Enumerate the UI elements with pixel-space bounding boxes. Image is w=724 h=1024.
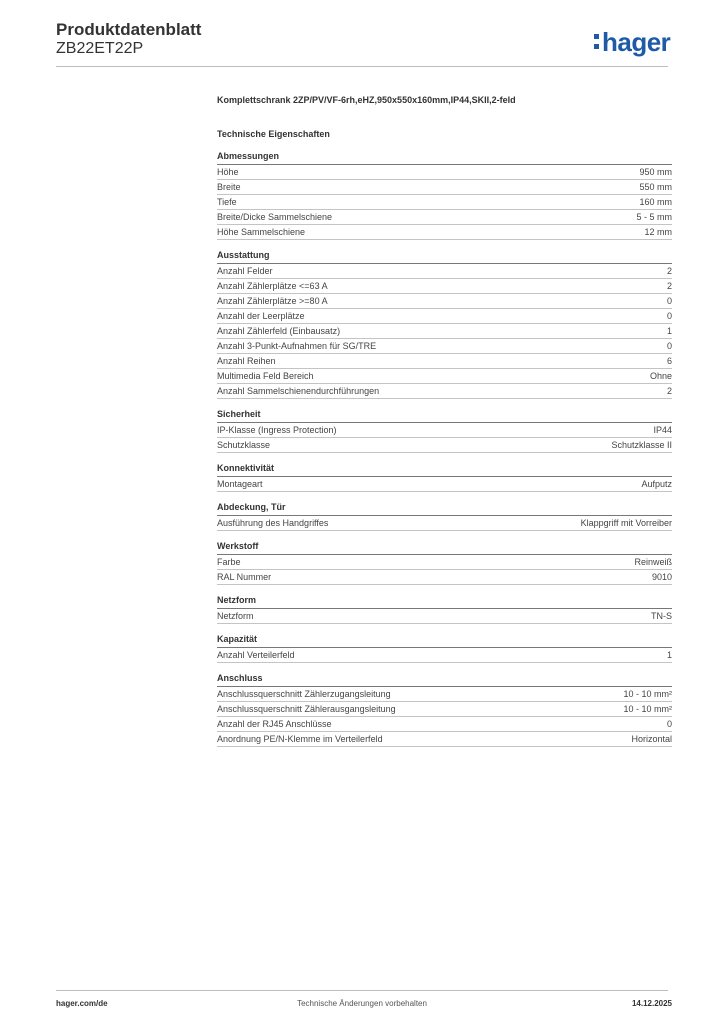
property-label: Anzahl Sammelschienendurchführungen xyxy=(217,386,380,396)
property-row xyxy=(217,180,672,195)
property-value: TN-S xyxy=(651,611,672,621)
property-label: Anzahl Felder xyxy=(217,266,273,276)
property-row xyxy=(217,324,672,339)
property-value: 0 xyxy=(666,296,672,306)
product-code: ZB22ET22P xyxy=(56,40,144,57)
product-description: Komplettschrank 2ZP/PV/VF-6rh,eHZ,950x550x160mm,IP44,SKII,2-feld xyxy=(217,95,516,105)
property-row xyxy=(217,165,672,180)
property-value: 160 mm xyxy=(639,197,672,207)
property-value: 9010 xyxy=(651,572,672,582)
footer-website: hager.com/de xyxy=(56,999,108,1008)
section xyxy=(217,673,672,747)
property-value: 1 xyxy=(666,326,672,336)
property-label: Anschlussquerschnitt Zählerausgangsleitung xyxy=(217,704,396,714)
property-value: 5 - 5 mm xyxy=(636,212,672,222)
property-label: Anzahl Reihen xyxy=(217,356,276,366)
property-label: Multimedia Feld Bereich xyxy=(217,371,314,381)
section-title: Sicherheit xyxy=(217,409,672,423)
property-row xyxy=(217,354,672,369)
property-row xyxy=(217,369,672,384)
property-label: RAL Nummer xyxy=(217,572,272,582)
property-value: 0 xyxy=(666,719,672,729)
property-row xyxy=(217,384,672,399)
property-label: Breite xyxy=(217,182,241,192)
section xyxy=(217,151,672,240)
hager-logo xyxy=(594,27,670,58)
property-value: Aufputz xyxy=(641,479,672,489)
property-label: Ausführung des Handgriffes xyxy=(217,518,329,528)
property-row xyxy=(217,225,672,240)
property-value: 2 xyxy=(666,386,672,396)
property-label: Anordnung PE/N-Klemme im Verteilerfeld xyxy=(217,734,383,744)
section-title: Werkstoff xyxy=(217,541,672,555)
logo-text: hager xyxy=(602,27,671,57)
property-label: Schutzklasse xyxy=(217,440,271,450)
property-value: Schutzklasse II xyxy=(611,440,672,450)
property-value: 10 - 10 mm² xyxy=(623,689,672,699)
property-value: 10 - 10 mm² xyxy=(623,704,672,714)
datasheet-content xyxy=(217,95,672,757)
property-label: Netzform xyxy=(217,611,254,621)
property-label: Anzahl 3-Punkt-Aufnahmen für SG/TRE xyxy=(217,341,377,351)
property-row xyxy=(217,609,672,624)
property-value: 12 mm xyxy=(644,227,672,237)
property-value: 0 xyxy=(666,341,672,351)
property-label: Höhe xyxy=(217,167,239,177)
property-row xyxy=(217,195,672,210)
property-row xyxy=(217,555,672,570)
property-label: IP-Klasse (Ingress Protection) xyxy=(217,425,337,435)
property-value: 1 xyxy=(666,650,672,660)
section xyxy=(217,250,672,399)
section xyxy=(217,463,672,492)
section xyxy=(217,634,672,663)
property-row xyxy=(217,294,672,309)
footer-date: 14.12.2025 xyxy=(631,999,672,1008)
section-title: Netzform xyxy=(217,595,672,609)
property-row xyxy=(217,648,672,663)
property-value: Klappgriff mit Vorreiber xyxy=(580,518,672,528)
property-value: 6 xyxy=(666,356,672,366)
property-label: Anzahl der Leerplätze xyxy=(217,311,305,321)
property-row xyxy=(217,279,672,294)
property-row xyxy=(217,309,672,324)
property-row xyxy=(217,423,672,438)
property-row xyxy=(217,264,672,279)
section xyxy=(217,595,672,624)
property-label: Anzahl Zählerfeld (Einbausatz) xyxy=(217,326,341,336)
property-row xyxy=(217,732,672,747)
property-label: Anzahl Zählerplätze >=80 A xyxy=(217,296,328,306)
property-value: 2 xyxy=(666,266,672,276)
property-sections xyxy=(217,151,672,747)
property-row xyxy=(217,516,672,531)
property-label: Höhe Sammelschiene xyxy=(217,227,306,237)
property-value: 2 xyxy=(666,281,672,291)
property-row xyxy=(217,339,672,354)
property-value: 0 xyxy=(666,311,672,321)
section-title: Ausstattung xyxy=(217,250,672,264)
section xyxy=(217,541,672,585)
property-row xyxy=(217,717,672,732)
property-label: Anschlussquerschnitt Zählerzugangsleitung xyxy=(217,689,391,699)
property-row xyxy=(217,438,672,453)
property-row xyxy=(217,687,672,702)
footer-notice: Technische Änderungen vorbehalten xyxy=(297,999,427,1008)
property-label: Breite/Dicke Sammelschiene xyxy=(217,212,333,222)
section xyxy=(217,409,672,453)
property-row xyxy=(217,477,672,492)
property-label: Anzahl der RJ45 Anschlüsse xyxy=(217,719,332,729)
section-title: Anschluss xyxy=(217,673,672,687)
property-row xyxy=(217,210,672,225)
property-row xyxy=(217,570,672,585)
property-value: 950 mm xyxy=(639,167,672,177)
section xyxy=(217,502,672,531)
property-value: IP44 xyxy=(653,425,672,435)
property-label: Anzahl Verteilerfeld xyxy=(217,650,295,660)
property-value: Horizontal xyxy=(631,734,672,744)
property-label: Tiefe xyxy=(217,197,237,207)
property-label: Anzahl Zählerplätze <=63 A xyxy=(217,281,328,291)
property-label: Montageart xyxy=(217,479,263,489)
footer-divider xyxy=(56,990,668,991)
property-value: Ohne xyxy=(649,371,672,381)
header-divider xyxy=(56,66,668,67)
tech-properties-title: Technische Eigenschaften xyxy=(217,129,330,139)
logo-dots-icon xyxy=(594,34,600,51)
section-title: Abmessungen xyxy=(217,151,672,165)
document-title: Produktdatenblatt xyxy=(56,20,202,39)
section-title: Abdeckung, Tür xyxy=(217,502,672,516)
property-label: Farbe xyxy=(217,557,241,567)
property-row xyxy=(217,702,672,717)
section-title: Konnektivität xyxy=(217,463,672,477)
property-value: 550 mm xyxy=(639,182,672,192)
property-value: Reinweiß xyxy=(634,557,672,567)
section-title: Kapazität xyxy=(217,634,672,648)
